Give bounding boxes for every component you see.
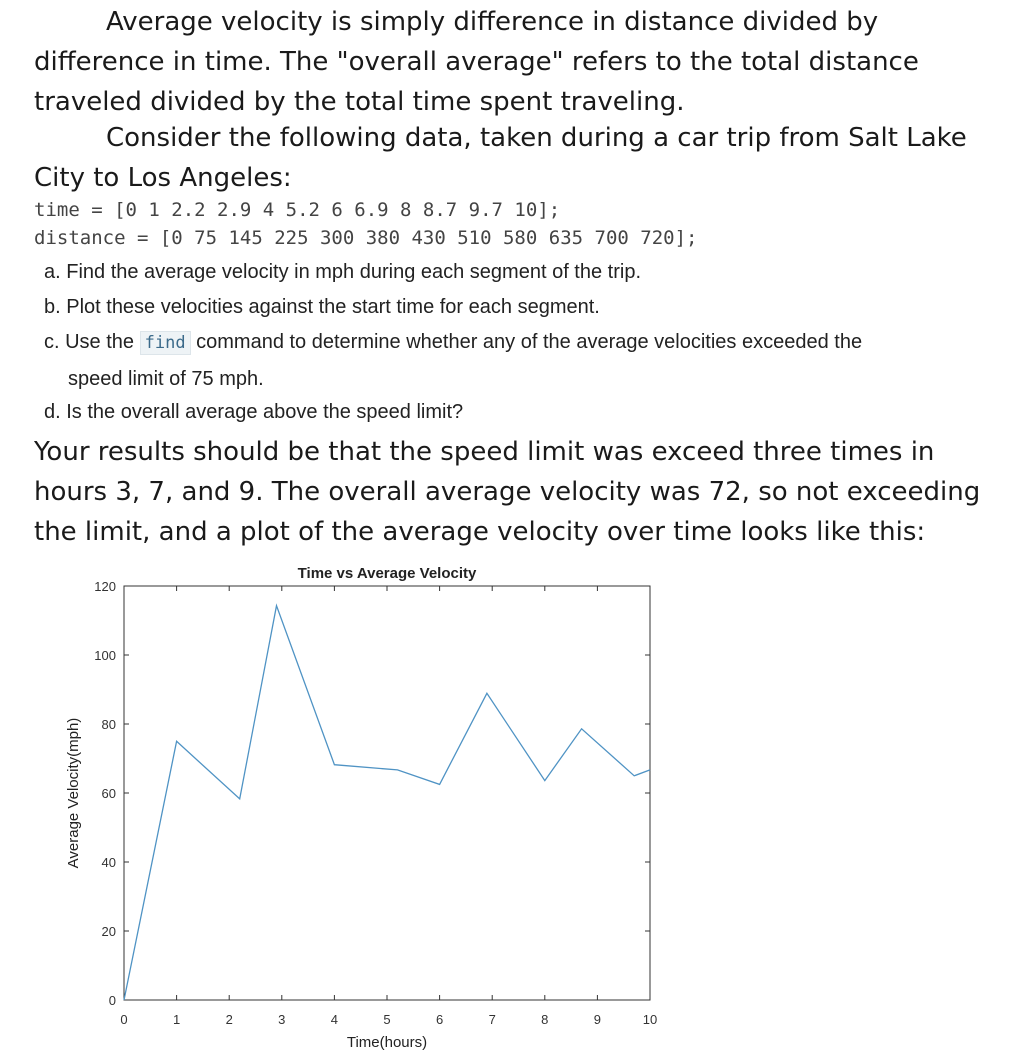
code-time-line: time = [0 1 2.2 2.9 4 5.2 6 6.9 8 8.7 9.7 10]; xyxy=(34,199,561,221)
task-c-continuation: speed limit of 75 mph. xyxy=(68,368,264,390)
x-tick-label: 7 xyxy=(488,1012,496,1027)
x-tick-label: 4 xyxy=(330,1012,339,1027)
x-tick-label: 8 xyxy=(541,1012,549,1027)
x-tick-label: 10 xyxy=(642,1012,658,1027)
results-paragraph: Your results should be that the speed limit was exceed three times in hours 3, 7, and 9. The overall average velocity was 72, so not exceeding the limit, and a plot of the average velocity over time looks like this: xyxy=(34,437,981,547)
task-b: b. Plot these velocities against the start time for each segment. xyxy=(44,296,600,318)
x-axis-label: Time(hours) xyxy=(346,1034,428,1051)
task-c-prefix: c. Use the xyxy=(44,331,135,353)
find-command-code: find xyxy=(140,331,191,355)
chart-title: Time vs Average Velocity xyxy=(297,565,477,582)
task-a: a. Find the average velocity in mph during each segment of the trip. xyxy=(44,261,642,283)
y-axis-label: Average Velocity(mph) xyxy=(65,717,82,869)
x-tick-label: 3 xyxy=(278,1012,286,1027)
y-tick-label: 120 xyxy=(94,579,116,594)
task-d: d. Is the overall average above the speed limit? xyxy=(44,401,464,423)
x-tick-label: 6 xyxy=(435,1012,444,1027)
y-tick-label: 40 xyxy=(101,855,116,870)
y-tick-label: 100 xyxy=(94,648,116,663)
intro-paragraph-2: Consider the following data, taken during a car trip from Salt Lake City to Los Angeles: xyxy=(34,123,967,193)
y-tick-label: 20 xyxy=(101,924,116,939)
x-tick-label: 9 xyxy=(593,1012,602,1027)
x-tick-label: 5 xyxy=(383,1012,391,1027)
code-distance-line: distance = [0 75 145 225 300 380 430 510 580 635 700 720]; xyxy=(34,227,698,249)
y-tick-label: 80 xyxy=(101,717,116,732)
y-tick-label: 60 xyxy=(101,786,116,801)
plot-area xyxy=(124,586,650,1000)
intro-paragraph-1: Average velocity is simply difference in distance divided by difference in time. The "overall average" refers to the total distance traveled divided by the total time spent traveling. xyxy=(34,7,919,117)
y-tick-label: 0 xyxy=(108,993,116,1008)
x-tick-label: 2 xyxy=(225,1012,233,1027)
task-c-suffix: command to determine whether any of the average velocities exceeded the xyxy=(196,331,863,353)
x-tick-label: 0 xyxy=(120,1012,128,1027)
x-tick-label: 1 xyxy=(172,1012,181,1027)
